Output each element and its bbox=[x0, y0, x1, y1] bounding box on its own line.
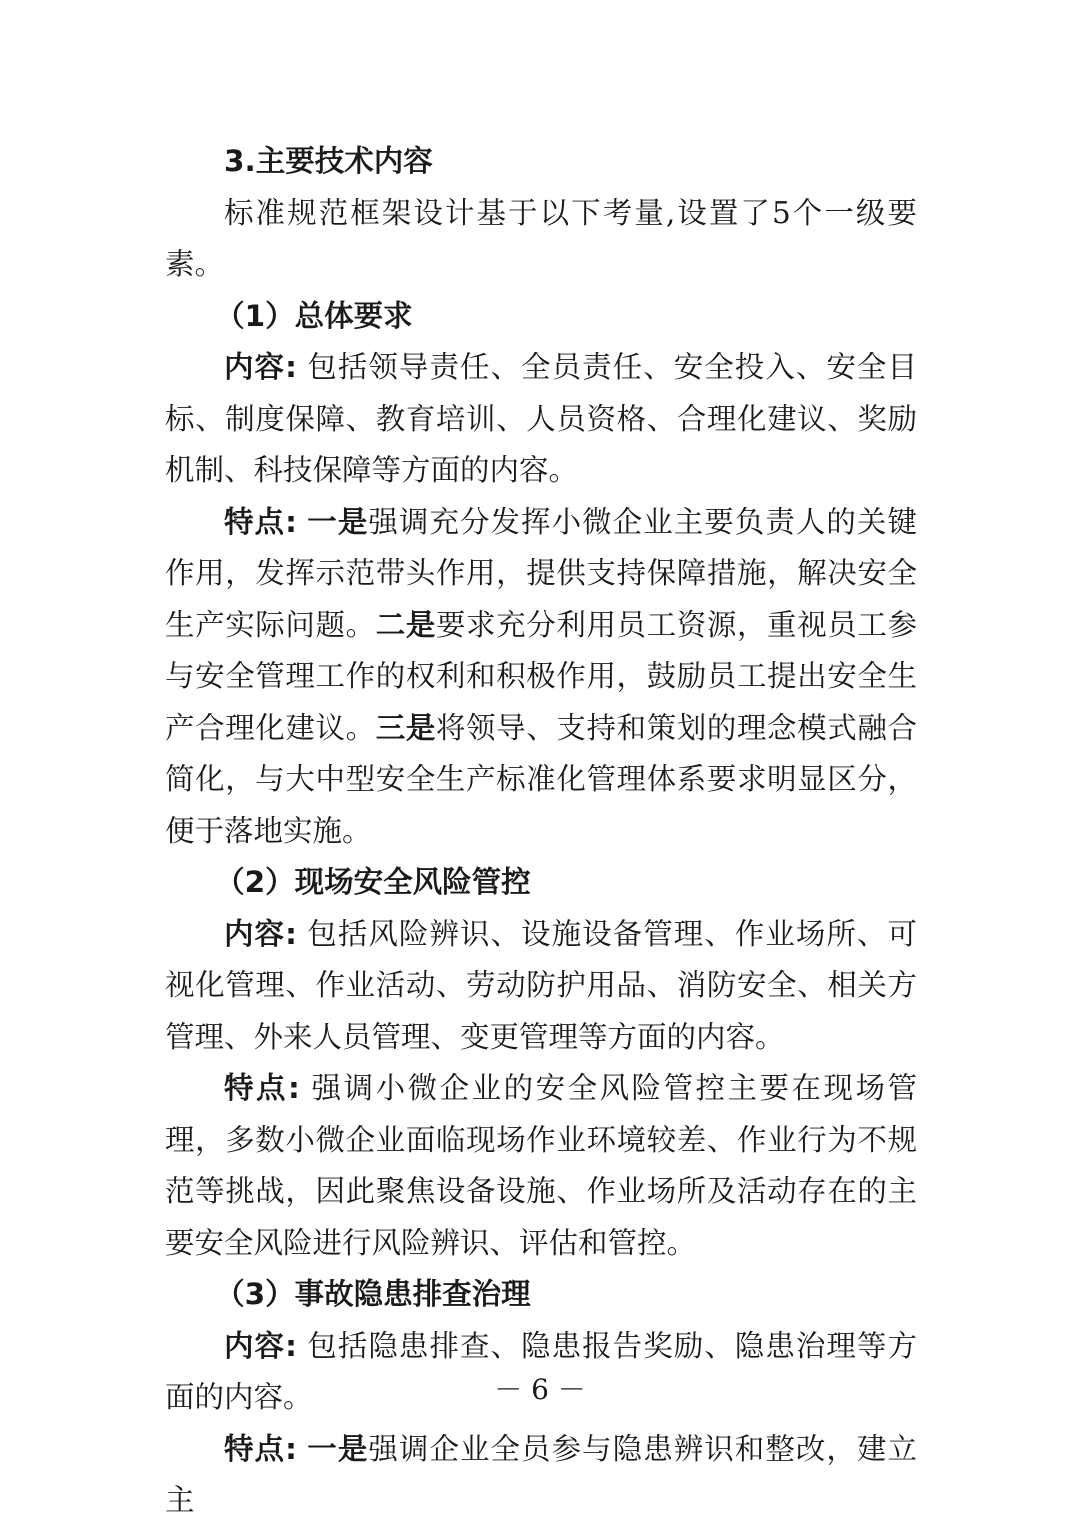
content-text: 包括风险辨识、设施设备管理、作业场所、可视化管理、作业活动、劳动防护用品、消防安全、相关方管理、外来人员管理、变更管理等方面的内容。 bbox=[165, 916, 917, 1054]
point-3-text: 将领导、支持和策划的理念模式融合简化，与大中型安全生产标准化管理体系要求明显区分，便于落地实施。 bbox=[165, 710, 917, 848]
content-text: 包括领导责任、全员责任、安全投入、安全目标、制度保障、教育培训、人员资格、合理化建议、奖励机制、科技保障等方面的内容。 bbox=[165, 350, 917, 487]
section-1-features bbox=[165, 497, 917, 858]
intro-paragraph: 标准规范框架设计基于以下考量,设置了5个一级要素。 bbox=[165, 195, 917, 281]
section-2-features bbox=[165, 1063, 917, 1269]
content-label: 内容: bbox=[224, 1328, 297, 1363]
feature-text: 强调小微企业的安全风险管控主要在现场管理，多数小微企业面临现场作业环境较差、作业行为不规范等挑战，因此聚焦设备设施、作业场所及活动存在的主要安全风险进行风险辨识、评估和管控。 bbox=[165, 1071, 917, 1260]
section-3-title: （3）事故隐患排查治理 bbox=[215, 1277, 531, 1311]
point-1-text: 强调企业全员参与隐患辨识和整改，建立主 bbox=[165, 1431, 917, 1517]
point-2-text: 要求充分利用员工资源，重视员工参与安全管理工作的权利和积极作用，鼓励员工提出安全生产合理化建议。 bbox=[165, 607, 917, 745]
page-number: － 6 － bbox=[494, 1373, 586, 1406]
section-2-content bbox=[165, 909, 917, 1064]
main-heading: 3.主要技术内容 bbox=[224, 144, 433, 178]
section-1-content bbox=[165, 342, 917, 497]
section-2-title: （2）现场安全风险管控 bbox=[215, 865, 531, 899]
feature-label: 特点: bbox=[224, 1431, 297, 1466]
content-label: 内容: bbox=[224, 916, 297, 951]
content-text: 包括隐患排查、隐患报告奖励、隐患治理等方面的内容。 bbox=[165, 1328, 917, 1414]
body-text bbox=[165, 136, 917, 1527]
point-1-label: 一是 bbox=[307, 1431, 369, 1466]
point-2-label: 二是 bbox=[375, 607, 436, 642]
content-label: 内容: bbox=[224, 350, 297, 384]
feature-label: 特点: bbox=[224, 1071, 300, 1105]
feature-label: 特点: bbox=[224, 504, 297, 539]
point-1-label: 一是 bbox=[307, 504, 369, 539]
section-3-features bbox=[165, 1424, 917, 1527]
point-3-label: 三是 bbox=[375, 710, 436, 745]
section-1-title: （1）总体要求 bbox=[215, 298, 413, 333]
point-1-text: 强调充分发挥小微企业主要负责人的关键作用，发挥示范带头作用，提供支持保障措施，解决安全生产实际问题。 bbox=[165, 504, 917, 642]
